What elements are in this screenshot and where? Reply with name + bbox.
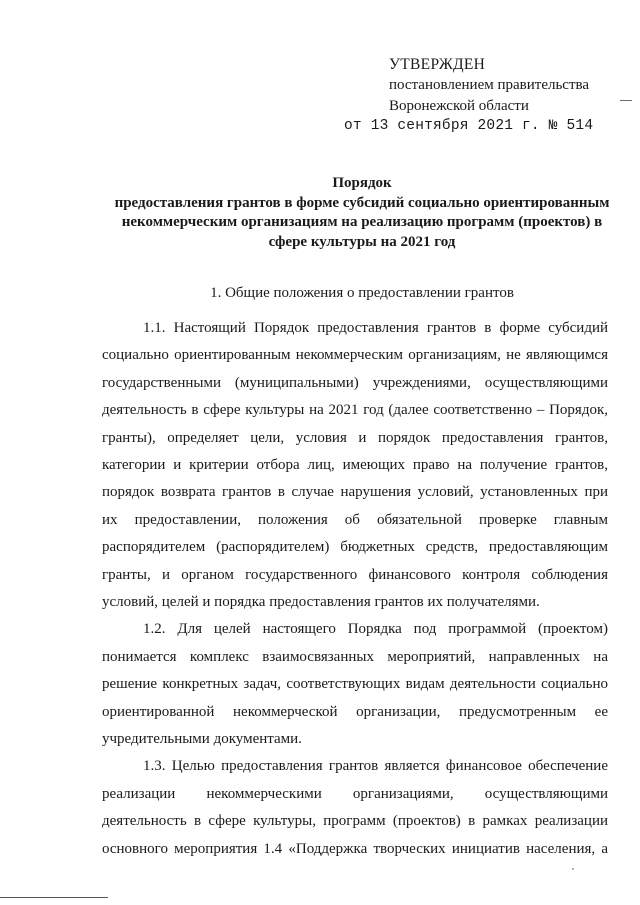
approval-block bbox=[389, 55, 629, 117]
body-line: решение конкретных задач, соответствующих видам деятельности социально bbox=[102, 676, 608, 693]
footer-rule bbox=[0, 897, 108, 898]
body-line: гранты), определяет цели, условия и порядок предоставления грантов, bbox=[102, 429, 608, 446]
body-line: распорядителем (распорядителем) бюджетных средств, предоставляющим bbox=[102, 539, 608, 556]
approval-line-1: постановлением правительства bbox=[389, 77, 590, 93]
body-line: 1.1. Настоящий Порядок предоставления грантов в форме субсидий bbox=[143, 320, 608, 336]
scan-speck bbox=[572, 868, 574, 870]
body-line: категории и критерии отбора лиц, имеющих право на получение грантов, bbox=[102, 457, 608, 473]
approval-date-number: от 13 сентября 2021 г. № 514 bbox=[344, 118, 594, 134]
body-line: деятельность в сфере культуры, программ (проектов) в рамках реализации bbox=[102, 813, 608, 830]
title-line-1: Порядок bbox=[332, 175, 392, 191]
body-line: гранты, и органом государственного финансового контроля соблюдения bbox=[102, 566, 608, 583]
body-line: 1.2. Для целей настоящего Порядка под программой (проектом) bbox=[143, 621, 608, 638]
body-line: основного мероприятия 1.4 «Поддержка творческих инициатив населения, а bbox=[102, 840, 608, 857]
body-line: деятельность в сфере культуры на 2021 год (далее соответственно – Порядок, bbox=[102, 402, 608, 419]
approval-line-2: Воронежской области bbox=[389, 98, 529, 114]
body-line: условий, целей и порядка предоставления грантов их получателями. bbox=[102, 594, 540, 610]
title-line-4: сфере культуры на 2021 год bbox=[268, 233, 456, 250]
body-line: учредительными документами. bbox=[102, 731, 302, 747]
document-title bbox=[92, 174, 632, 252]
body-line: их предоставлении, положения об обязательной проверке главным bbox=[102, 511, 608, 528]
title-line-2: предоставления грантов в форме субсидий социально ориентированным bbox=[114, 194, 610, 211]
body-line: социально ориентированным некоммерческим организациям, не являющимся bbox=[102, 347, 608, 364]
scan-edge-mark bbox=[620, 100, 632, 101]
body-line: понимается комплекс взаимосвязанных мероприятий, направленных на bbox=[102, 648, 608, 665]
body-line: ориентированной некоммерческой организации, предусмотренным ее bbox=[102, 703, 608, 720]
title-line-3: некоммерческим организациям на реализацию программ (проектов) в bbox=[121, 214, 603, 230]
body-line: 1.3. Целью предоставления грантов является финансовое обеспечение bbox=[143, 758, 608, 775]
approval-heading: УТВЕРЖДЕН bbox=[389, 56, 486, 73]
body-line: реализации некоммерческими организациями, осуществляющими bbox=[102, 785, 608, 802]
body-line: государственными (муниципальными) учреждениями, осуществляющими bbox=[102, 374, 608, 391]
section-heading: 1. Общие положения о предоставлении грантов bbox=[210, 285, 514, 301]
body-line: порядок возврата грантов в случае нарушения условий, установленных при bbox=[102, 484, 608, 501]
